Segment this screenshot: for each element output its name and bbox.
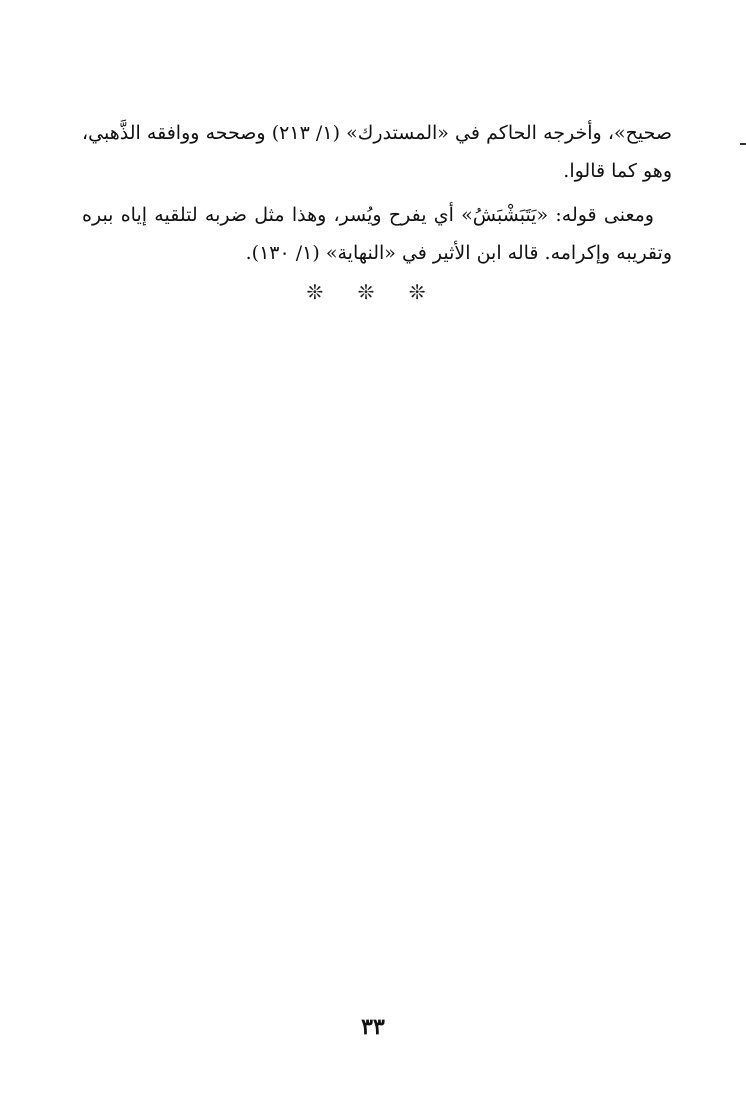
paragraph-hadith-source: صحيح»، وأخرجه الحاكم في «المستدرك» (١/ ٢١٣) وصححه ووافقه الذَّهبي، وهو كما قالوا. [82, 122, 673, 182]
section-separator: ❊ ❊ ❊ [306, 280, 440, 304]
page-number: ٣٣ [361, 1014, 385, 1040]
paragraph-word-meaning: ومعنى قوله: «يَتَبَشْبَشُ» أي يفرح ويُسر، وهذا مثل ضربه لتلقيه إياه ببره وتقريبه وإكرامه. قاله ابن الأثير في «النهاية» (١/ ١٣٠). [82, 204, 672, 264]
page-edge-mark [740, 143, 746, 145]
